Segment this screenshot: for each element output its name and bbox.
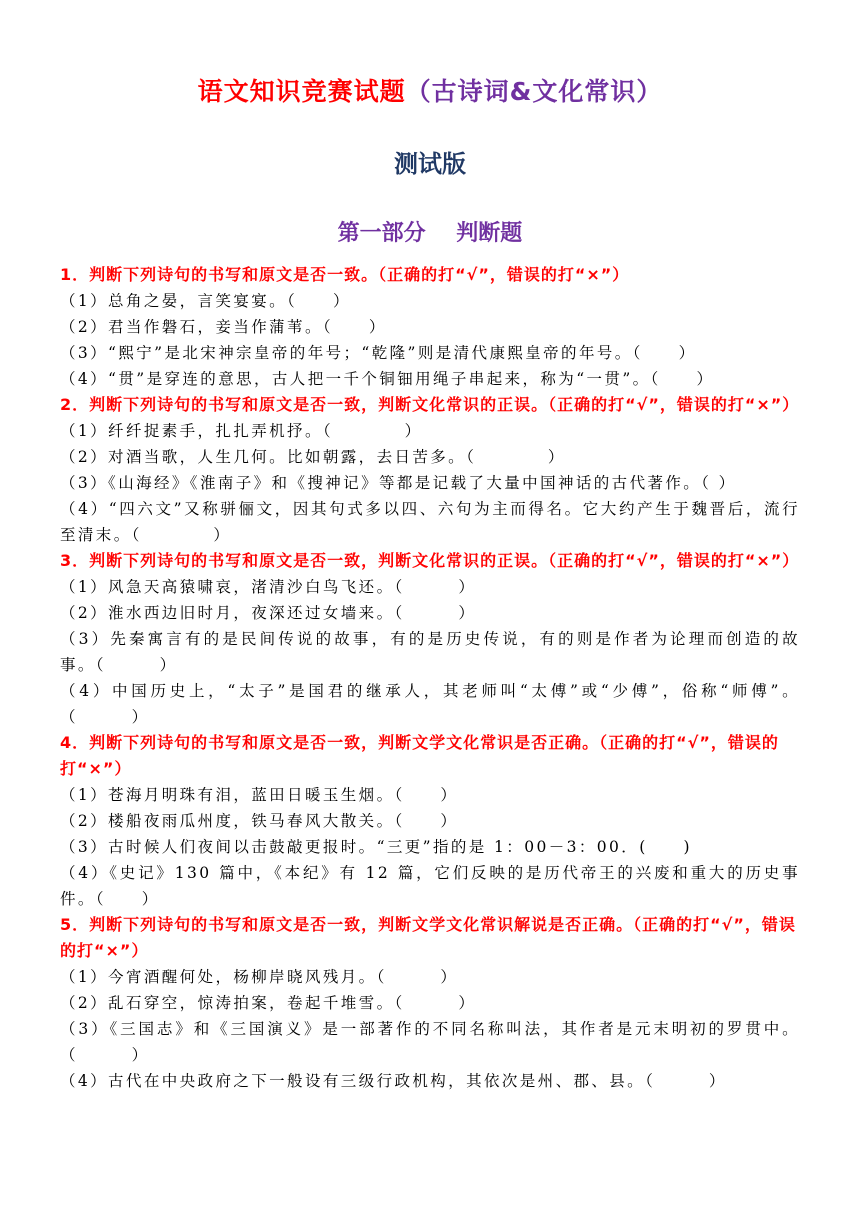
question-item: （1）纤纤捉素手，扎扎弄机抒。（ ） bbox=[60, 422, 423, 440]
question-item: （1）风急天高猿啸哀，渚清沙白鸟飞还。（ ） bbox=[60, 578, 477, 596]
page-subtitle: 测试版 bbox=[394, 150, 466, 178]
question-list bbox=[60, 262, 800, 1094]
question-stem: 3．判断下列诗句的书写和原文是否一致，判断文化常识的正误。（正确的打“√”，错误的打“×”） bbox=[60, 551, 800, 570]
question-item: （4）“四六文”又称骈俪文，因其句式多以四、六句为主而得名。它大约产生于魏晋后，流行至清末。（ ） bbox=[60, 500, 800, 544]
question-item: （1）苍海月明珠有泪，蓝田日暖玉生烟。（ ） bbox=[60, 786, 459, 804]
question-item: （1）总角之晏，言笑宴宴。（ ） bbox=[60, 292, 351, 310]
question-item: （3）“熙宁”是北宋神宗皇帝的年号；“乾隆”则是清代康熙皇帝的年号。（ ） bbox=[60, 344, 697, 362]
question-item: （4）中国历史上，“太子”是国君的继承人，其老师叫“太傅”或“少傅”，俗称“师傅”。（ ） bbox=[60, 682, 800, 726]
title-paren: （古诗词&文化常识） bbox=[405, 77, 663, 106]
question-item: （4）“贯”是穿连的意思，古人把一千个铜钿用绳子串起来，称为“一贯”。（ ） bbox=[60, 370, 715, 388]
section-heading: 第一部分 判断题 bbox=[337, 221, 523, 246]
question-stem: 4．判断下列诗句的书写和原文是否一致，判断文学文化常识是否正确。（正确的打“√”，错误的打“×”） bbox=[60, 733, 779, 778]
question-item: （2）君当作磐石，妾当作蒲苇。（ ） bbox=[60, 318, 387, 336]
question-item: （3）《山海经》《淮南子》和《搜神记》等都是记载了大量中国神话的古代著作。（ ） bbox=[60, 474, 737, 492]
question-item: （4）古代在中央政府之下一般设有三级行政机构，其依次是州、郡、县。（ ） bbox=[60, 1072, 727, 1090]
page-title bbox=[0, 72, 860, 108]
question-item: （2）淮水西边旧时月，夜深还过女墙来。（ ） bbox=[60, 604, 477, 622]
question-item: （2）楼船夜雨瓜州度，铁马春风大散关。（ ） bbox=[60, 812, 459, 830]
question-item: （1）今宵酒醒何处，杨柳岸晓风残月。（ ） bbox=[60, 968, 459, 986]
question-stem: 1．判断下列诗句的书写和原文是否一致。（正确的打“√”，错误的打“×”） bbox=[60, 265, 630, 284]
question-item: （2）乱石穿空，惊涛拍案，卷起千堆雪。（ ） bbox=[60, 994, 477, 1012]
question-item: （2）对酒当歌，人生几何。比如朝露，去日苦多。（ ） bbox=[60, 448, 566, 466]
question-item: （3）古时候人们夜间以击鼓敲更报时。“三更”指的是 1：00－3：00．( ) bbox=[60, 838, 692, 856]
question-item: （3）《三国志》和《三国演义》是一部著作的不同名称叫法，其作者是元末明初的罗贯中。（ ） bbox=[60, 1020, 800, 1064]
question-stem: 5．判断下列诗句的书写和原文是否一致，判断文学文化常识解说是否正确。（正确的打“√”，错误的打“×”） bbox=[60, 915, 796, 960]
question-item: （4）《史记》130 篇中，《本纪》有 12 篇，它们反映的是历代帝王的兴废和重大的历史事件。（ ） bbox=[60, 864, 800, 908]
question-stem: 2．判断下列诗句的书写和原文是否一致，判断文化常识的正误。（正确的打“√”，错误的打“×”） bbox=[60, 395, 800, 414]
title-main: 语文知识竞赛试题 bbox=[197, 77, 406, 106]
question-item: （3）先秦寓言有的是民间传说的故事，有的是历史传说，有的则是作者为论理而创造的故事。（ ） bbox=[60, 630, 800, 674]
